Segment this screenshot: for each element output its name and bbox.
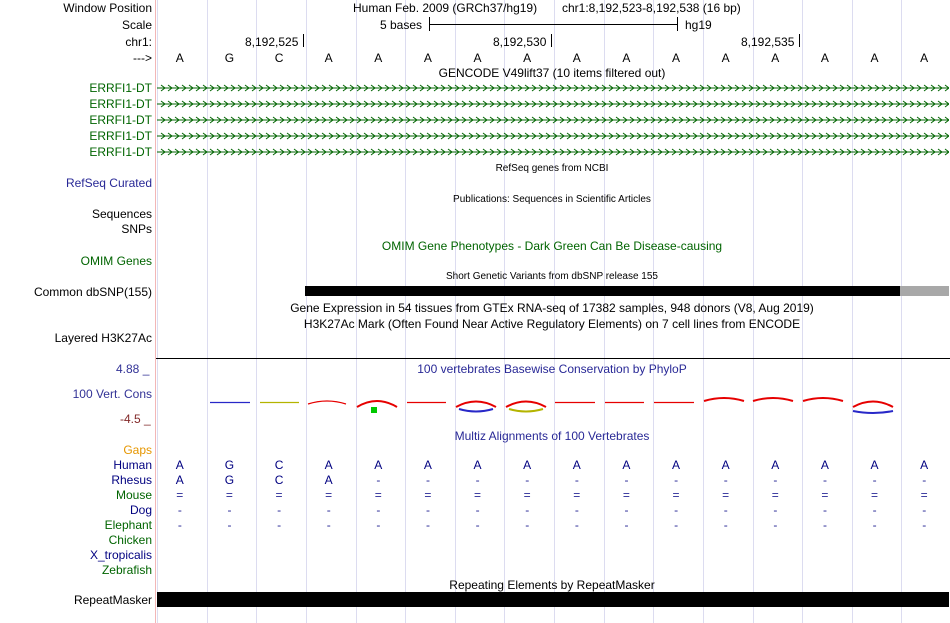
alignment-base: = — [325, 488, 333, 502]
alignment-base: A — [920, 458, 929, 472]
gene-label[interactable]: ERRFI1-DT — [89, 145, 152, 159]
alignment-base: - — [674, 473, 679, 487]
phylop-peak — [459, 409, 493, 412]
alignment-base: A — [324, 473, 333, 487]
alignment-base: = — [225, 488, 233, 502]
alignment-base: A — [175, 458, 184, 472]
repeat-track-title: Repeating Elements by RepeatMasker — [449, 578, 655, 592]
alignment-base: A — [175, 473, 184, 487]
alignment-base: - — [723, 503, 728, 517]
alignment-base: = — [424, 488, 432, 502]
species-label[interactable]: Chicken — [108, 533, 152, 547]
alignment-base: = — [871, 488, 879, 502]
scale-bar-right — [677, 17, 678, 31]
db-label: hg19 — [685, 18, 712, 32]
alignment-base: - — [872, 503, 877, 517]
dbsnp-track-label[interactable]: Common dbSNP(155) — [33, 285, 152, 299]
alignment-base: C — [274, 473, 284, 487]
phylop-snp-marker — [371, 407, 377, 413]
alignment-base: = — [176, 488, 184, 502]
alignment-base: - — [277, 518, 282, 532]
cons-min-label: -4.5 _ — [120, 412, 151, 426]
alignment-base: A — [771, 458, 780, 472]
h3k27ac-baseline — [156, 358, 950, 359]
window-position-label: Window Position — [63, 1, 152, 15]
sequences-track-label[interactable]: Sequences — [91, 207, 152, 221]
refseq-track-label[interactable]: RefSeq Curated — [65, 176, 152, 190]
gencode-track-title: GENCODE V49lift37 (10 items filtered out) — [438, 66, 666, 80]
phylop-peak — [853, 402, 893, 408]
alignment-base: - — [177, 503, 182, 517]
alignment-base: - — [822, 473, 827, 487]
h3k27ac-track-label[interactable]: Layered H3K27Ac — [54, 331, 152, 345]
alignment-base: - — [425, 518, 430, 532]
chrom-label: chr1: — [125, 35, 152, 49]
alignment-base: = — [523, 488, 531, 502]
alignment-base: A — [324, 458, 333, 472]
alignment-base: A — [523, 458, 532, 472]
alignment-base: - — [326, 503, 331, 517]
phylop-peak — [357, 401, 397, 407]
alignment-base: A — [870, 458, 879, 472]
alignment-base: = — [771, 488, 779, 502]
snps-track-label[interactable]: SNPs — [121, 222, 152, 236]
tick-label: 8,192,530 — [493, 35, 547, 49]
gene-label[interactable]: ERRFI1-DT — [89, 97, 152, 111]
grid-line — [852, 0, 853, 623]
alignment-base: A — [721, 458, 730, 472]
alignment-base: - — [723, 473, 728, 487]
phylop-peak — [704, 398, 744, 401]
alignment-base: - — [475, 503, 480, 517]
grid-line — [901, 0, 902, 623]
position-readout[interactable]: chr1:8,192,523-8,192,538 (16 bp) — [562, 1, 741, 15]
grid-line — [207, 0, 208, 623]
gene-label[interactable]: ERRFI1-DT — [89, 129, 152, 143]
phylop-wiggle — [156, 390, 950, 420]
scale-bar — [429, 24, 677, 25]
alignment-base: - — [872, 473, 877, 487]
assembly-title: Human Feb. 2009 (GRCh37/hg19) — [353, 1, 538, 15]
base-letter: A — [820, 51, 829, 65]
tick-label: 8,192,525 — [245, 35, 299, 49]
alignment-base: - — [773, 473, 778, 487]
alignment-base: - — [822, 518, 827, 532]
alignment-base: = — [920, 488, 928, 502]
alignment-base: - — [425, 473, 430, 487]
gene-label[interactable]: ERRFI1-DT — [89, 81, 152, 95]
gtex-track-title: Gene Expression in 54 tissues from GTEx RNA-seq of 17382 samples, 948 donors (V8, Aug 2019) — [290, 301, 814, 315]
alignment-base: A — [423, 458, 432, 472]
alignment-base: - — [773, 518, 778, 532]
base-letter: A — [423, 51, 432, 65]
alignment-base: - — [922, 503, 927, 517]
omim-track-label[interactable]: OMIM Genes — [80, 254, 152, 268]
tick-mark — [303, 34, 304, 47]
alignment-base: A — [572, 458, 581, 472]
base-letter: A — [572, 51, 581, 65]
phylop-peak — [803, 398, 843, 401]
alignment-base: - — [525, 503, 530, 517]
species-label[interactable]: Mouse — [115, 488, 152, 502]
refseq-track-title: RefSeq genes from NCBI — [495, 163, 609, 174]
alignment-base: - — [773, 503, 778, 517]
alignment-base: = — [672, 488, 680, 502]
dbsnp-variant-bar[interactable] — [305, 286, 900, 296]
gene-model[interactable] — [157, 83, 949, 93]
alignment-base: - — [624, 518, 629, 532]
alignment-base: - — [624, 503, 629, 517]
scale-text: 5 bases — [380, 18, 423, 32]
alignment-base: - — [822, 503, 827, 517]
alignment-base: - — [376, 473, 381, 487]
h3k27ac-track-title: H3K27Ac Mark (Often Found Near Active Regulatory Elements) on 7 cell lines from ENCODE — [303, 317, 801, 331]
phylop-peak — [853, 411, 893, 413]
multiz-track-title: Multiz Alignments of 100 Vertebrates — [454, 429, 650, 443]
phylop-peak — [506, 402, 546, 408]
alignment-base: A — [672, 458, 681, 472]
cons-track-label[interactable]: 100 Vert. Cons — [72, 387, 152, 401]
base-letter: A — [721, 51, 730, 65]
gene-model[interactable] — [157, 131, 949, 141]
phylop-peak — [753, 398, 793, 401]
alignment-base: = — [374, 488, 382, 502]
alignment-base: - — [574, 518, 579, 532]
alignment-base: - — [277, 503, 282, 517]
alignment-base: A — [473, 458, 482, 472]
alignment-base: A — [622, 458, 631, 472]
alignment-base: = — [821, 488, 829, 502]
alignment-base: - — [177, 518, 182, 532]
species-label[interactable]: Zebrafish — [101, 563, 152, 577]
dbsnp-track-title: Short Genetic Variants from dbSNP release 155 — [446, 271, 658, 282]
gene-model[interactable] — [157, 115, 949, 125]
alignment-base: - — [326, 518, 331, 532]
base-letter: A — [672, 51, 681, 65]
alignment-base: - — [922, 518, 927, 532]
alignment-base: - — [674, 518, 679, 532]
tick-mark — [551, 34, 552, 47]
phylop-peak — [456, 402, 496, 408]
grid-line — [157, 0, 158, 623]
tick-label: 8,192,535 — [741, 35, 795, 49]
base-letter: A — [622, 51, 631, 65]
scale-label: Scale — [121, 18, 152, 32]
base-letter: A — [374, 51, 383, 65]
alignment-base: - — [475, 473, 480, 487]
base-letter: C — [274, 51, 284, 65]
alignment-base: = — [622, 488, 630, 502]
alignment-base: - — [425, 503, 430, 517]
alignment-base: = — [573, 488, 581, 502]
species-label[interactable]: Dog — [129, 503, 152, 517]
base-letter: A — [523, 51, 532, 65]
species-label[interactable]: X_tropicalis — [89, 548, 152, 562]
cons-max-label: 4.88 _ — [116, 362, 150, 376]
alignment-base: - — [624, 473, 629, 487]
base-letter: A — [473, 51, 482, 65]
alignment-base: A — [820, 458, 829, 472]
alignment-base: G — [224, 458, 235, 472]
alignment-base: - — [574, 473, 579, 487]
repeat-track-label[interactable]: RepeatMasker — [73, 593, 152, 607]
species-label[interactable]: Rhesus — [111, 473, 152, 487]
base-letter: G — [224, 51, 235, 65]
gene-model[interactable] — [157, 99, 949, 109]
strand-arrow-label[interactable]: ---> — [133, 51, 152, 65]
phylop-peak — [509, 409, 543, 412]
base-letter: A — [175, 51, 184, 65]
alignment-base: C — [274, 458, 284, 472]
base-letter: A — [324, 51, 333, 65]
repeat-element-bar[interactable] — [157, 592, 949, 607]
alignment-base: - — [723, 518, 728, 532]
alignment-base: - — [376, 503, 381, 517]
alignment-base: = — [474, 488, 482, 502]
phylop-track-title: 100 vertebrates Basewise Conservation by PhyloP — [417, 362, 687, 376]
alignment-base: - — [525, 473, 530, 487]
tick-mark — [799, 34, 800, 47]
alignment-base: - — [574, 503, 579, 517]
base-letter: A — [771, 51, 780, 65]
alignment-base: - — [376, 518, 381, 532]
gene-model[interactable] — [157, 147, 949, 157]
alignment-base: - — [674, 503, 679, 517]
base-letter: A — [920, 51, 929, 65]
alignment-base: - — [922, 473, 927, 487]
alignment-base: A — [374, 458, 383, 472]
alignment-base: = — [275, 488, 283, 502]
gaps-track-label[interactable]: Gaps — [123, 443, 152, 457]
omim-track-title: OMIM Gene Phenotypes - Dark Green Can Be Disease-causing — [381, 239, 723, 253]
alignment-base: G — [224, 473, 235, 487]
alignment-base: - — [872, 518, 877, 532]
alignment-base: - — [475, 518, 480, 532]
species-label[interactable]: Elephant — [104, 518, 152, 532]
alignment-base: = — [722, 488, 730, 502]
gene-label[interactable]: ERRFI1-DT — [89, 113, 152, 127]
alignment-base: - — [525, 518, 530, 532]
base-letter: A — [870, 51, 879, 65]
dbsnp-variant-bar-light[interactable] — [900, 286, 949, 296]
grid-line — [256, 0, 257, 623]
publications-track-title: Publications: Sequences in Scientific Articles — [453, 194, 651, 205]
species-label[interactable]: Human — [113, 458, 152, 472]
phylop-peak — [308, 401, 346, 404]
alignment-base: - — [227, 518, 232, 532]
alignment-base: - — [227, 503, 232, 517]
